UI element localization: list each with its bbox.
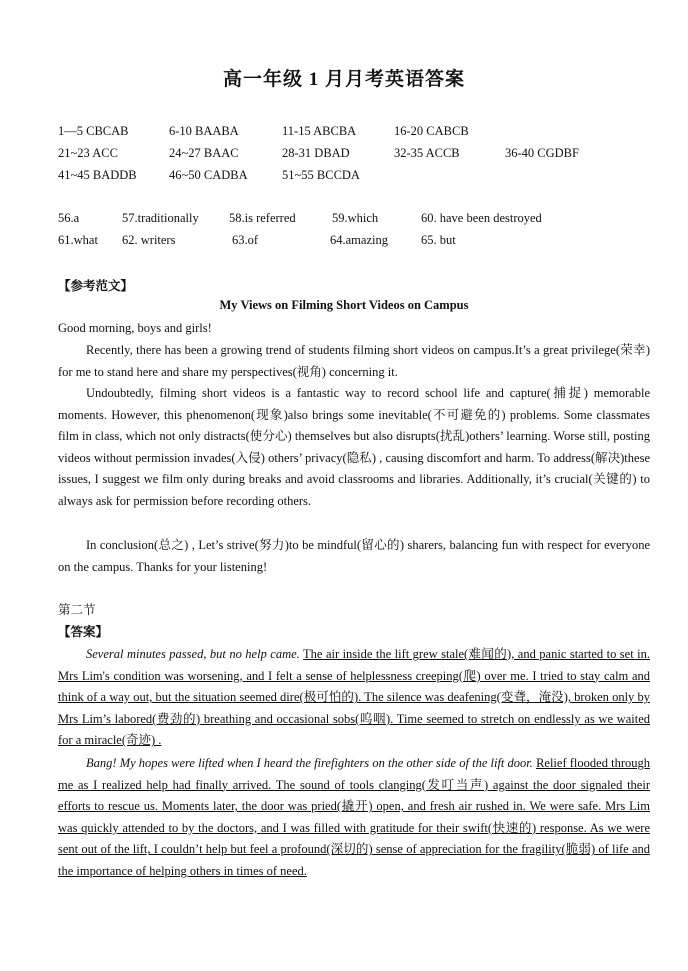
continuation-paragraph-2 (58, 753, 650, 883)
essay-paragraph-3: In conclusion(总之) , Let’s strive(努力)to be mindful(留心的) sharers, balancing fun with respect for everyone on the campus. Thanks for your listening! (58, 538, 650, 574)
essay-paragraph-2: Undoubtedly, filming short videos is a fantastic way to record school life and capture(捕捉) memorable moments. However, this phenomenon(现象)also brings some inevitable(不可避免的) problems. Some classmates film in class, which not only distracts(使分心) themselves but also disrupts(扰乱)others’ learning. Worse still, posting videos without permission invades(入侵) others’ privacy(隐私) , causing discomfort and harm. To address(解决)these issues, I suggest we film only during breaks and avoid classrooms and libraries. Additionally, it’s crucial(关键的) to always ask for permission before recording others. (58, 386, 650, 508)
section-2-label: 第二节 (58, 603, 96, 617)
grammar-answer: 56.a (58, 211, 80, 225)
grammar-answer: 64.amazing (330, 233, 388, 247)
answer-group: 11-15 ABCBA (282, 124, 357, 138)
answer-group: 1—5 CBCAB (58, 124, 129, 138)
essay-title: My Views on Filming Short Videos on Campus (219, 298, 469, 312)
answer-group: 46~50 CADBA (169, 168, 248, 182)
grammar-answer: 65. but (421, 233, 456, 247)
grammar-answer: 57.traditionally (122, 211, 199, 225)
sample-essay-label: 【参考范文】 (58, 279, 134, 293)
answer-group: 36-40 CGDBF (505, 146, 579, 160)
answer-group: 16-20 CABCB (394, 124, 469, 138)
answer-group: 28-31 DBAD (282, 146, 350, 160)
continuation-paragraph-1 (58, 644, 650, 752)
answer-group: 41~45 BADDB (58, 168, 137, 182)
grammar-answer: 60. have been destroyed (421, 211, 542, 225)
grammar-answer: 61.what (58, 233, 98, 247)
grammar-answer: 59.which (332, 211, 379, 225)
grammar-answer: 58.is referred (229, 211, 296, 225)
answer-group: 51~55 BCCDA (282, 168, 360, 182)
continuation-body-1: The air inside the lift grew stale(难闻的), and panic started to set in. Mrs Lim's condition was worsening, and I felt a sense of helplessness creeping(爬) over me. I tried to stay calm and think of a way out, but the situation seemed dire(极可怕的). The silence was deafening(变聋，淹没), broken only by Mrs Lim’s labored(费劲的) breathing and occasional sobs(呜咽). Time seemed to stretch on endlessly as we waited for a miracle(奇迹) . (58, 647, 651, 748)
answer-group: 24~27 BAAC (169, 146, 239, 160)
continuation-lead-2: Bang! My hopes were lifted when I heard the firefighters on the other side of the lift door. (86, 756, 533, 770)
grammar-answer: 62. writers (122, 233, 176, 247)
answer-group: 6-10 BAABA (169, 124, 239, 138)
answer-group: 32-35 ACCB (394, 146, 460, 160)
answer-label: 【答案】 (58, 625, 109, 639)
continuation-lead-1: Several minutes passed, but no help came. (86, 647, 300, 661)
essay-paragraph-1: Recently, there has been a growing trend of students filming short videos on campus.It’s a great privilege(荣幸) for me to stand here and share my perspectives(视角) concerning it. (58, 343, 650, 379)
page-title: 高一年级 1 月月考英语答案 (222, 69, 465, 90)
continuation-body-2: Relief flooded through me as I realized help had finally arrived. The sound of tools clanging(发叮当声) against the door signaled their efforts to rescue us. Moments later, the door was pried(撬开) open, and fresh air rushed in. We were safe. Mrs Lim was quickly attended to by the doctors, and I was filled with gratitude for their swift(快速的) response. As we were sent out of the lift, I couldn’t help but feel a profound(深切的) sense of appreciation for the fragility(脆弱) of life and the importance of helping others in times of need. (58, 756, 650, 878)
answer-group: 21~23 ACC (58, 146, 118, 160)
grammar-answer: 63.of (232, 233, 259, 247)
essay-greeting: Good morning, boys and girls! (58, 321, 212, 335)
